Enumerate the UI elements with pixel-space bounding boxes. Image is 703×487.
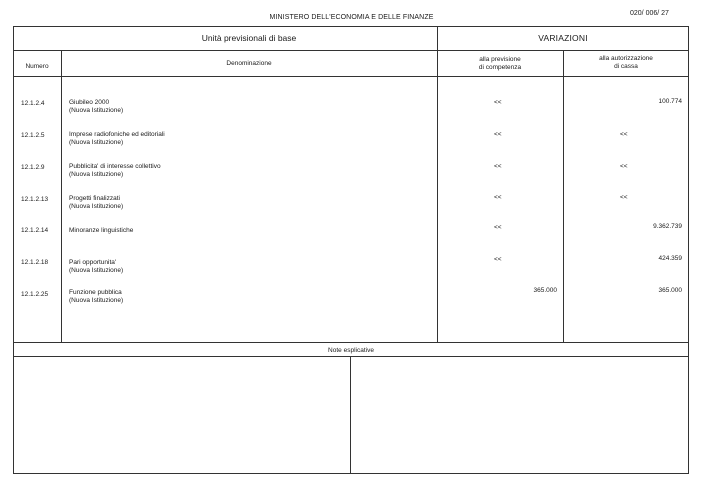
row-denominazione <box>69 195 123 211</box>
section-header-divider <box>13 50 689 51</box>
cassa-line2: di cassa <box>614 63 638 70</box>
row-numero: 12.1.2.5 <box>21 132 45 139</box>
column-header-denominazione: Denominazione <box>226 60 272 67</box>
row-cassa: 100.774 <box>658 98 682 105</box>
row-subtitle: (Nuova Istituzione) <box>69 203 124 210</box>
row-title: Pubblicita' di interesse collettivo <box>69 163 161 170</box>
row-title: Giubileo 2000 <box>69 99 110 106</box>
row-subtitle: (Nuova Istituzione) <box>69 267 124 274</box>
document-code: 020/ 006/ 27 <box>630 10 669 17</box>
variazioni-column-divider <box>437 26 438 342</box>
row-previsione: << <box>494 224 502 231</box>
column-header-previsione <box>437 56 563 72</box>
notes-left-area <box>14 357 350 473</box>
row-numero: 12.1.2.9 <box>21 164 45 171</box>
row-numero: 12.1.2.4 <box>21 100 45 107</box>
row-numero: 12.1.2.14 <box>21 227 49 234</box>
row-cassa: << <box>620 163 628 170</box>
page-title: MINISTERO DELL'ECONOMIA E DELLE FINANZE <box>269 14 434 21</box>
row-denominazione <box>69 227 133 235</box>
notes-title: Note esplicative <box>328 347 374 354</box>
column-header-divider <box>13 76 689 77</box>
row-cassa: << <box>620 131 628 138</box>
row-previsione: << <box>494 194 502 201</box>
row-subtitle: (Nuova Istituzione) <box>69 171 124 178</box>
row-subtitle: (Nuova Istituzione) <box>69 107 124 114</box>
row-previsione: << <box>494 163 502 170</box>
row-denominazione <box>69 289 123 305</box>
row-title: Progetti finalizzati <box>69 195 120 202</box>
previsione-line1: alla previsione <box>479 56 521 63</box>
row-previsione: << <box>494 99 502 106</box>
section-unita-previsionali: Unità previsionali di base <box>201 33 297 43</box>
row-cassa: 365.000 <box>658 287 682 294</box>
row-subtitle: (Nuova Istituzione) <box>69 139 124 146</box>
cassa-line1: alla autorizzazione <box>599 55 653 62</box>
row-numero: 12.1.2.18 <box>21 259 49 266</box>
row-numero: 12.1.2.13 <box>21 196 49 203</box>
row-previsione: << <box>494 256 502 263</box>
row-previsione: 365.000 <box>533 287 557 294</box>
row-cassa: << <box>620 194 628 201</box>
row-title: Minoranze linguistiche <box>69 227 134 234</box>
row-cassa: 9.362.739 <box>653 223 682 230</box>
row-title: Pari opportunita' <box>69 259 117 266</box>
numero-column-divider <box>61 51 62 342</box>
row-denominazione <box>69 99 123 115</box>
row-cassa: 424.359 <box>658 255 682 262</box>
row-denominazione <box>69 259 123 275</box>
cassa-column-divider <box>563 51 564 342</box>
column-header-numero: Numero <box>25 63 49 70</box>
previsione-line2: di competenza <box>478 64 522 71</box>
section-variazioni: VARIAZIONI <box>538 33 588 43</box>
row-numero: 12.1.2.25 <box>21 291 49 298</box>
row-subtitle: (Nuova Istituzione) <box>69 297 124 304</box>
body-bottom-divider <box>13 342 689 343</box>
row-denominazione <box>69 163 161 179</box>
row-title: Funzione pubblica <box>69 289 122 296</box>
row-denominazione <box>69 131 165 147</box>
column-header-cassa <box>563 55 689 71</box>
row-title: Imprese radiofoniche ed editoriali <box>69 131 165 138</box>
notes-right-area <box>351 357 688 473</box>
row-previsione: << <box>494 131 502 138</box>
